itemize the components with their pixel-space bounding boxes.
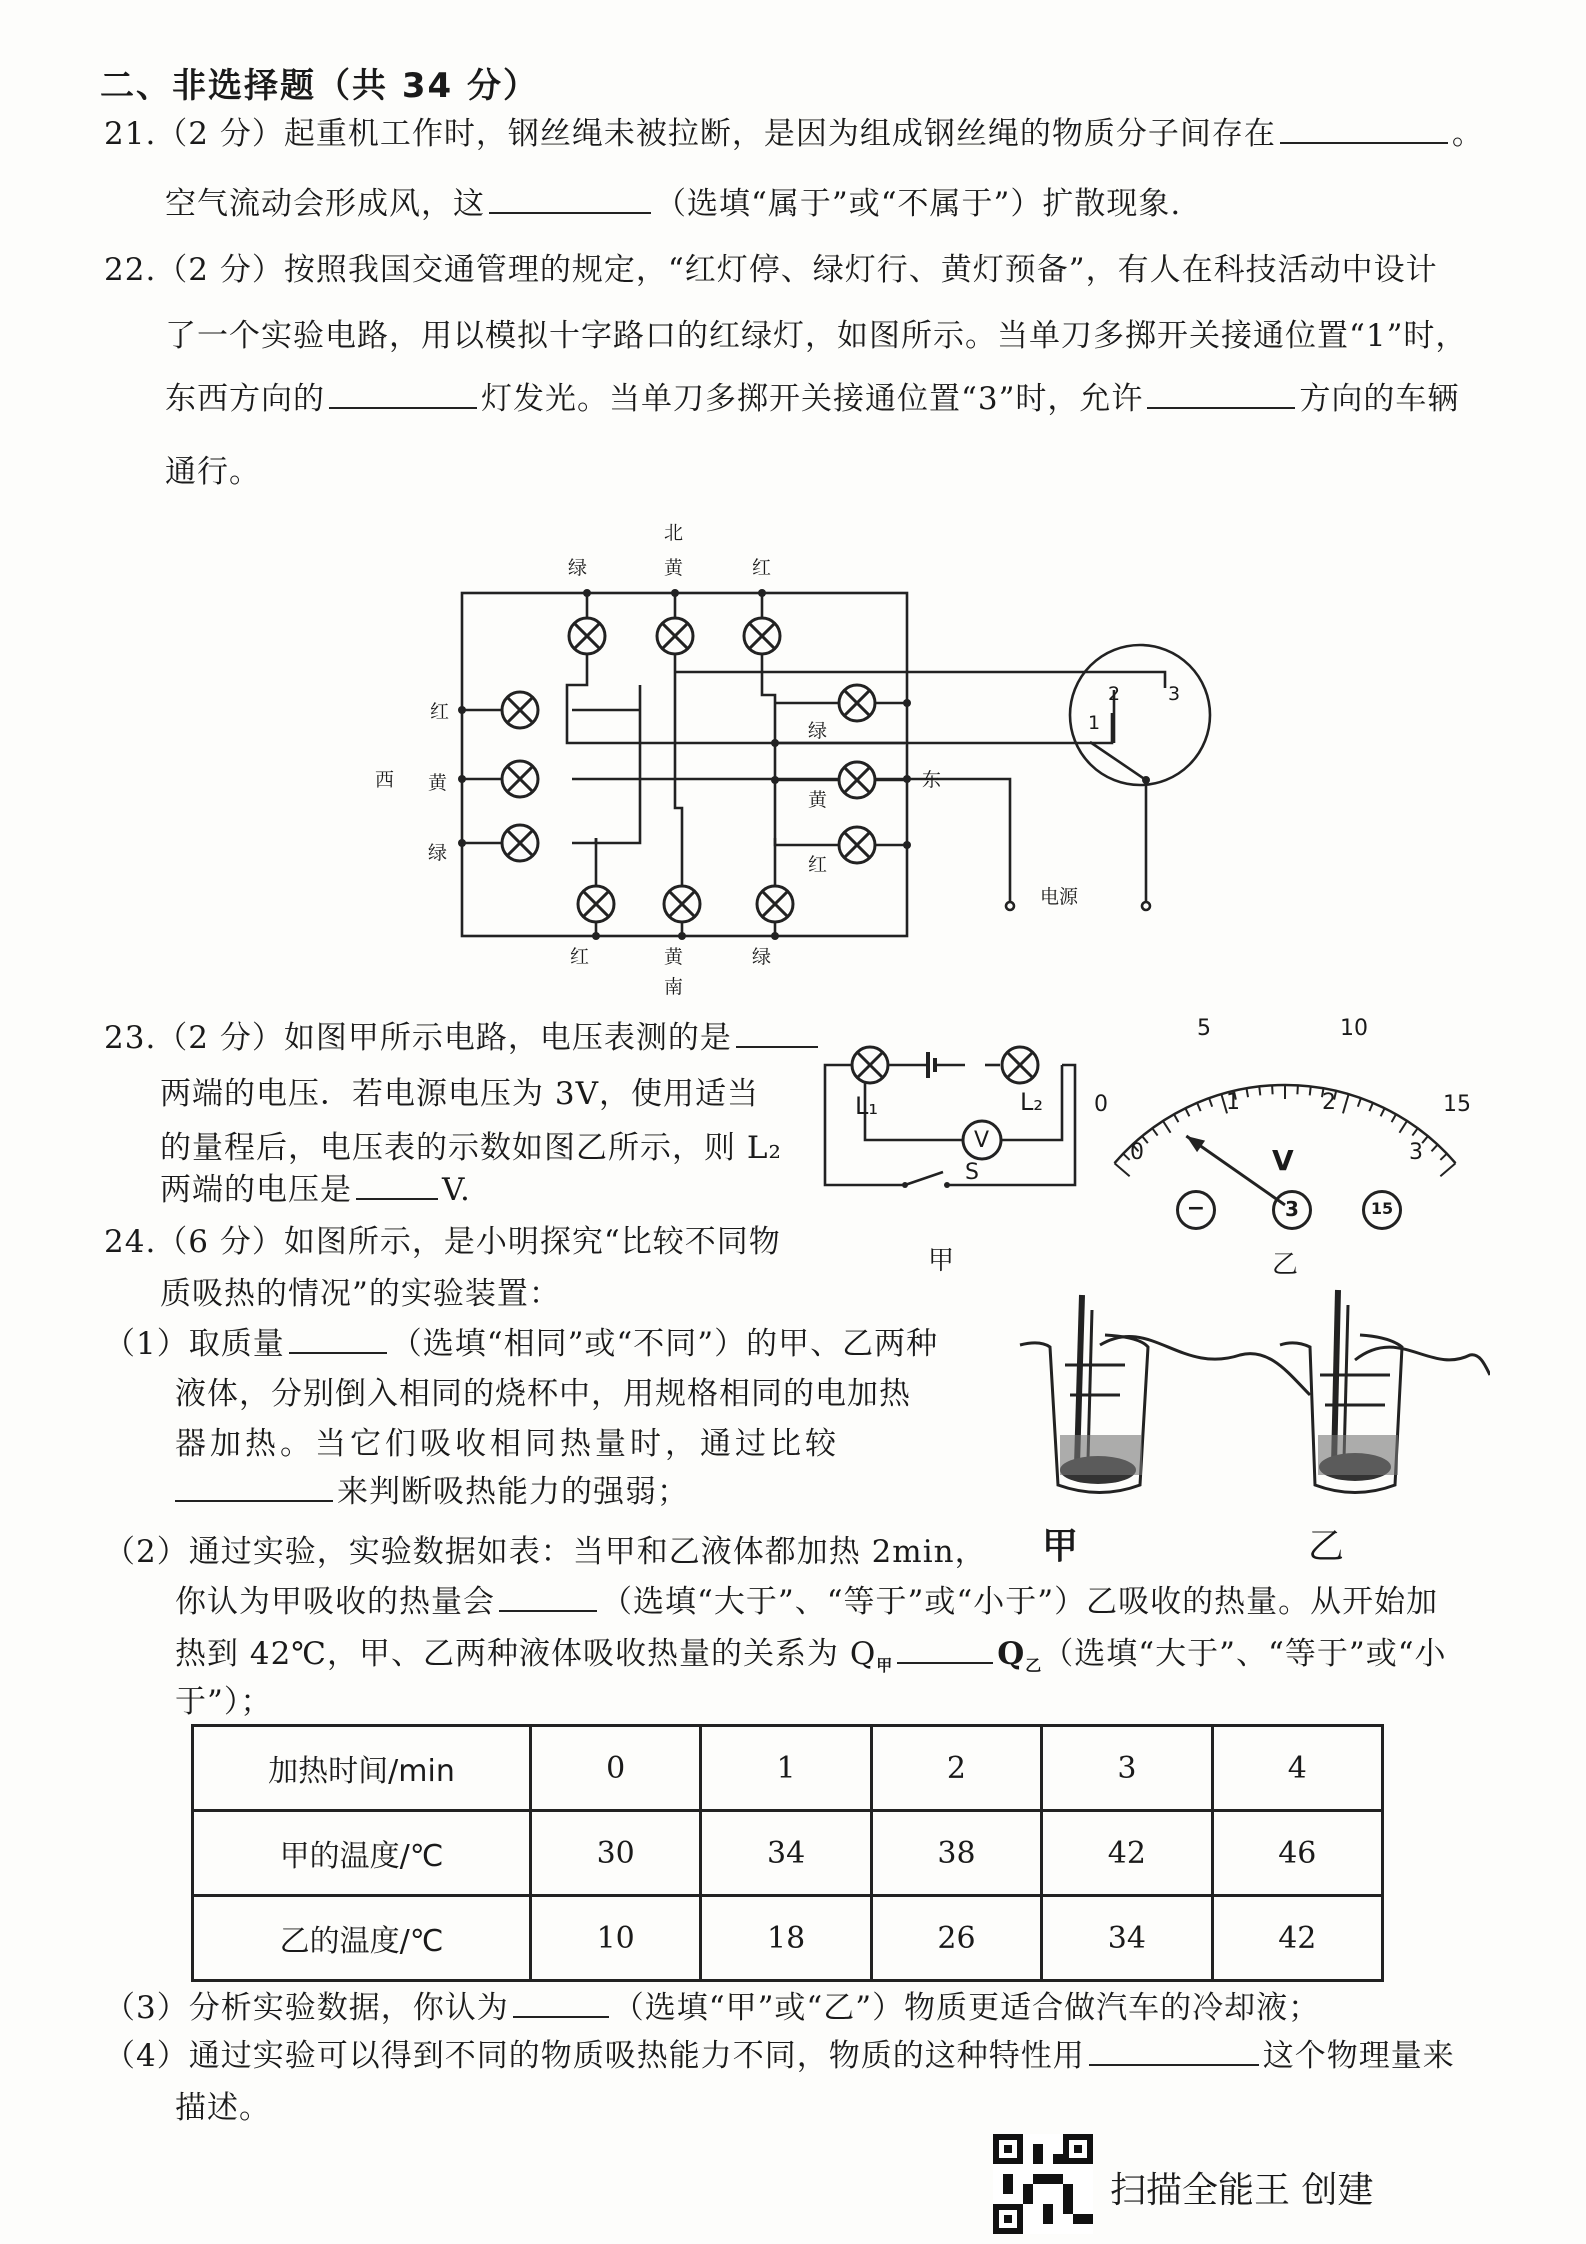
table-cell: 3	[1042, 1726, 1212, 1811]
q24-p2-text-2b: （选填“大于”、“等于”或“小于”）乙吸收的热量。从开始加	[601, 1584, 1439, 1620]
table-cell: 30	[531, 1811, 701, 1896]
q24-p3-text-b: （选填“甲”或“乙”）物质更适合做汽车的冷却液；	[612, 1990, 1321, 2026]
q24-p4-text-a: （4）通过实验可以得到不同的物质吸热能力不同，物质的这种特性用	[104, 2038, 1085, 2074]
q23-text-4a: 两端的电压是	[160, 1172, 352, 1208]
q21-text-1-end: 。	[1451, 116, 1484, 152]
q24-p4-line1	[104, 2030, 1455, 2075]
label-south-red: 红	[570, 946, 590, 968]
label-west: 西	[375, 769, 395, 791]
q23-text-4b: V.	[442, 1172, 471, 1208]
switch-pos-3: 3	[1168, 683, 1181, 705]
label-east-green: 绿	[808, 720, 828, 742]
dial-tick	[1440, 1163, 1455, 1176]
table-row	[193, 1811, 1383, 1896]
table-cell: 0	[531, 1726, 701, 1811]
q22-line4: 通行。	[165, 454, 261, 490]
scale-top-15: 15	[1443, 1092, 1471, 1117]
qr-code-icon	[993, 2134, 1093, 2234]
table-row-label: 加热时间/min	[193, 1726, 531, 1811]
traffic-light-circuit-diagram	[0, 0, 1586, 1010]
table-cell: 42	[1042, 1811, 1212, 1896]
q23-blank-1[interactable]	[736, 1018, 818, 1048]
scale-top-5: 5	[1197, 1016, 1211, 1041]
table-cell: 34	[701, 1811, 871, 1896]
dial-tick	[1123, 1154, 1129, 1160]
dial-tick	[1392, 1114, 1396, 1122]
label-north-red: 红	[752, 557, 772, 579]
q24-p3-text-a: （3）分析实验数据，你认为	[104, 1990, 509, 2026]
table-row	[193, 1726, 1383, 1811]
q22-line1: 22.（2 分）按照我国交通管理的规定，“红灯停、绿灯行、黄灯预备”，有人在科技活动中设计	[104, 252, 1438, 288]
q24-p1-line1	[104, 1318, 938, 1363]
q22-text-3b: 灯发光。当单刀多掷开关接通位置“3”时，允许	[481, 381, 1144, 417]
q24-p1-line3: 器加热。当它们吸收相同热量时，通过比较	[175, 1426, 840, 1462]
dial-tick	[1297, 1085, 1298, 1094]
table-row	[193, 1896, 1383, 1981]
table-cell: 34	[1042, 1896, 1212, 1981]
scanner-watermark: 扫描全能王 创建	[1110, 2170, 1374, 2211]
label-l2: L₂	[1020, 1088, 1043, 1116]
table-cell: 10	[531, 1896, 701, 1981]
label-voltmeter: V	[974, 1128, 990, 1153]
label-south: 南	[664, 976, 684, 998]
switch-pos-2: 2	[1108, 683, 1121, 705]
label-jia-circuit: 甲	[928, 1246, 956, 1276]
dial-tick	[1163, 1121, 1171, 1133]
q24-blank-3[interactable]	[499, 1582, 597, 1612]
q24-p2-text-3a: 热到 42℃，甲、乙两种液体吸收热量的关系为 Q	[175, 1636, 877, 1672]
q24-blank-2[interactable]	[175, 1472, 333, 1502]
q24-p1-text-1a: （1）取质量	[104, 1326, 285, 1362]
q24-p4-line2: 描述。	[175, 2090, 271, 2126]
q23-circuit-figure	[815, 1030, 1085, 1220]
dial-tick	[1185, 1108, 1189, 1116]
dial-tick	[1343, 1094, 1349, 1113]
scale-bottom-1: 1	[1226, 1090, 1240, 1115]
dial-tick	[1114, 1163, 1129, 1176]
q24-blank-4[interactable]	[897, 1634, 993, 1664]
q24-blank-5[interactable]	[513, 1988, 609, 2018]
q23-text-1: 23.（2 分）如图甲所示电路，电压表测的是	[104, 1020, 732, 1056]
beaker-label-yi: 乙	[1308, 1526, 1345, 1567]
dial-tick	[1412, 1128, 1417, 1135]
dial-tick	[1197, 1103, 1201, 1111]
dial-tick	[1152, 1128, 1157, 1135]
dial-tick	[1381, 1108, 1385, 1116]
q24-p2-text-3b: （选填“大于”、“等于”或“小	[1042, 1636, 1447, 1672]
q24-p1-text-1b: （选填“相同”或“不同”）的甲、乙两种	[390, 1326, 939, 1362]
q23-line4	[160, 1164, 471, 1209]
label-yi-dial: 乙	[1272, 1250, 1300, 1280]
voltmeter-needle-tip	[1186, 1136, 1205, 1152]
label-l1: L₁	[855, 1092, 878, 1120]
beakers-figure	[1010, 1285, 1490, 1535]
switch-pos-1: 1	[1088, 712, 1101, 734]
dial-tick	[1259, 1086, 1260, 1095]
scale-bottom-0: 0	[1130, 1140, 1144, 1165]
dial-tick	[1422, 1136, 1428, 1143]
label-west-red: 红	[430, 701, 450, 723]
section-title: 二、非选择题（共 34 分）	[100, 66, 539, 106]
table-cell: 4	[1212, 1726, 1382, 1811]
q21-text-2b: （选填“属于”或“不属于”）扩散现象.	[655, 186, 1182, 222]
label-north-yellow: 黄	[664, 557, 684, 579]
label-west-yellow: 黄	[428, 772, 448, 794]
scale-top-0: 0	[1094, 1092, 1108, 1117]
dial-tick	[1174, 1114, 1178, 1122]
label-east-yellow: 黄	[808, 789, 828, 811]
q24-p3-line	[104, 1982, 1320, 2027]
q-sub-jia: 甲	[876, 1656, 894, 1676]
q24-p1-line2: 液体，分别倒入相同的烧杯中，用规格相同的电加热	[175, 1376, 911, 1412]
data-table-body	[193, 1726, 1383, 1981]
q21-text-2a: 空气流动会形成风，这	[165, 186, 485, 222]
q23-blank-2[interactable]	[356, 1170, 438, 1200]
table-cell: 26	[871, 1896, 1041, 1981]
table-cell: 18	[701, 1896, 871, 1981]
q22-text-3c: 方向的车辆	[1299, 381, 1460, 417]
dial-tick	[1272, 1085, 1273, 1094]
table-row-label: 乙的温度/℃	[193, 1896, 531, 1981]
label-east-red: 红	[808, 854, 828, 876]
q24-blank-6[interactable]	[1089, 2036, 1259, 2066]
q-sub-yi: 乙	[1025, 1656, 1043, 1676]
q24-p2-line2	[175, 1576, 1438, 1621]
table-cell: 46	[1212, 1811, 1382, 1896]
label-east: 东	[922, 769, 942, 791]
q24-p2-line3	[175, 1628, 1447, 1676]
data-table	[191, 1724, 1384, 1982]
q22-line2: 了一个实验电路，用以模拟十字路口的红绿灯，如图所示。当单刀多掷开关接通位置“1”时，	[165, 318, 1468, 354]
dial-tick	[1369, 1103, 1373, 1111]
terminal-3: 3	[1272, 1190, 1312, 1230]
q24-line2: 质吸热的情况”的实验装置：	[160, 1276, 561, 1312]
q24-p1-line4	[175, 1466, 689, 1511]
q23-line1	[104, 1012, 822, 1057]
q22-text-3a: 东西方向的	[165, 381, 325, 417]
terminal-15: 15	[1362, 1190, 1402, 1230]
q24-p1-text-4: 来判断吸热能力的强弱；	[337, 1474, 689, 1510]
label-north-green: 绿	[568, 557, 588, 579]
q24-p2-line4: 于”）；	[175, 1684, 273, 1720]
dial-tick	[1358, 1098, 1361, 1106]
q24-p2-line1: （2）通过实验，实验数据如表：当甲和乙液体都加热 2min，	[104, 1534, 987, 1570]
q23-line3: 的量程后，电压表的示数如图乙所示，则 L₂	[160, 1130, 782, 1166]
label-south-green: 绿	[752, 946, 772, 968]
scale-bottom-2: 2	[1322, 1090, 1336, 1115]
q24-blank-1[interactable]	[289, 1324, 387, 1354]
table-cell: 42	[1212, 1896, 1382, 1981]
beaker-label-jia: 甲	[1042, 1526, 1079, 1567]
q24-p2-text-2a: 你认为甲吸收的热量会	[175, 1584, 495, 1620]
dial-tick	[1209, 1098, 1212, 1106]
q21-text-1: 21.（2 分）起重机工作时，钢丝绳未被拉断，是因为组成钢丝绳的物质分子间存在	[104, 116, 1276, 152]
table-cell: 2	[871, 1726, 1041, 1811]
dial-tick	[1399, 1121, 1407, 1133]
meter-v-label: V	[1272, 1144, 1294, 1177]
dial-tick	[1310, 1086, 1311, 1095]
q23-line2: 两端的电压．若电源电压为 3V，使用适当	[160, 1076, 759, 1112]
terminal-negative: −	[1176, 1190, 1216, 1230]
table-row-label: 甲的温度/℃	[193, 1811, 531, 1896]
dial-tick	[1440, 1154, 1446, 1160]
table-cell: 38	[871, 1811, 1041, 1896]
scale-bottom-3: 3	[1409, 1140, 1423, 1165]
label-power: 电源	[1040, 886, 1079, 908]
scale-top-10: 10	[1340, 1016, 1368, 1041]
q-yi-symbol: Q	[997, 1636, 1026, 1672]
dial-tick	[1246, 1088, 1248, 1097]
q24-line1: 24.（6 分）如图所示，是小明探究“比较不同物	[104, 1224, 781, 1260]
label-switch-s: S	[965, 1160, 979, 1185]
q24-p4-text-b: 这个物理量来	[1262, 2038, 1455, 2074]
label-west-green: 绿	[428, 842, 448, 864]
label-south-yellow: 黄	[664, 946, 684, 968]
table-cell: 1	[701, 1726, 871, 1811]
label-north: 北	[664, 522, 684, 544]
dial-tick	[1431, 1145, 1437, 1152]
